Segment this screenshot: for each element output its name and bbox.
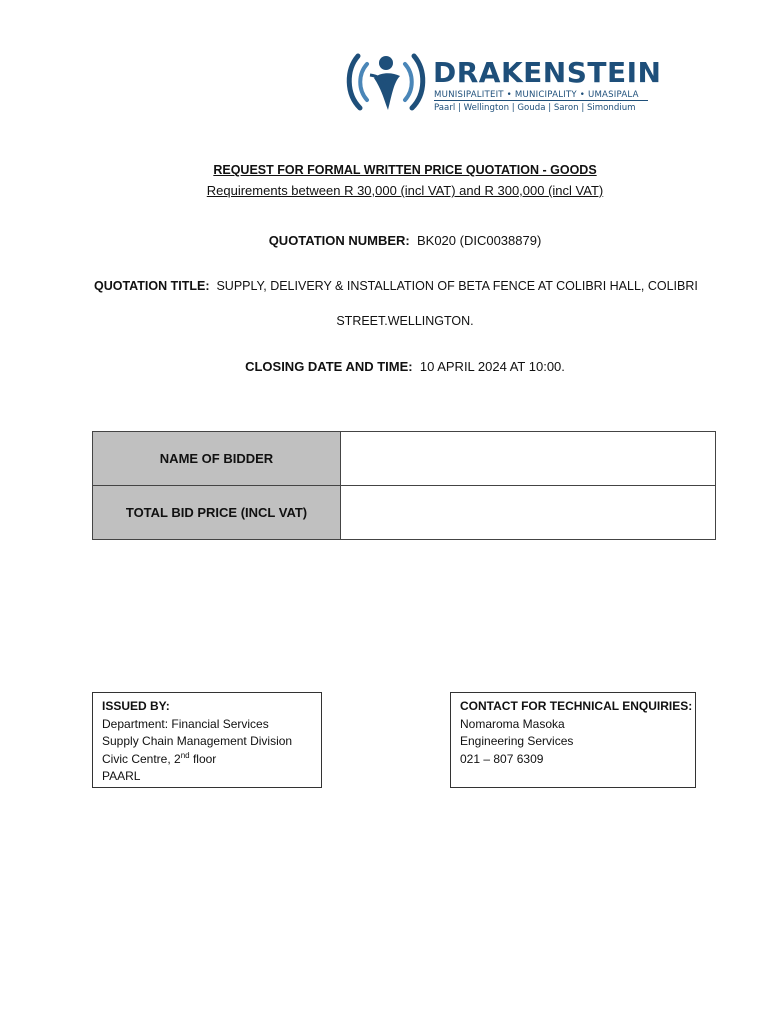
contact-phone: 021 – 807 6309	[460, 751, 544, 766]
issued-by-heading: ISSUED BY:	[102, 699, 170, 713]
bidder-name-label: NAME OF BIDDER	[93, 432, 341, 486]
bidder-table	[92, 431, 716, 540]
municipality-emblem-icon	[344, 46, 428, 118]
logo-wordmark: DRAKENSTEIN	[433, 56, 662, 89]
issued-by-city: PAARL	[102, 769, 141, 783]
bidder-name-field[interactable]	[341, 432, 716, 486]
closing-value: 10 APRIL 2024 AT 10:00.	[419, 359, 565, 374]
quotation-title-label: QUOTATION TITLE:	[94, 279, 210, 293]
technical-contact-heading: CONTACT FOR TECHNICAL ENQUIRIES:	[460, 699, 693, 713]
table-row	[93, 486, 716, 540]
location-suffix: floor	[189, 751, 217, 766]
closing-date-time	[0, 359, 770, 374]
total-bid-price-field[interactable]	[341, 486, 716, 540]
drakenstein-logo	[344, 46, 662, 118]
issued-by-department: Department: Financial Services	[102, 716, 269, 731]
logo-divider	[434, 100, 648, 101]
quotation-number-value: BK020 (DIC0038879)	[416, 233, 542, 248]
contact-name: Nomaroma Masoka	[460, 716, 565, 731]
quotation-title	[94, 279, 734, 293]
issued-by-box	[92, 692, 322, 788]
ordinal-suffix: nd	[180, 750, 190, 760]
document-subtitle: Requirements between R 30,000 (incl VAT) and R 300,000 (incl VAT)	[206, 183, 604, 198]
issued-by-location	[102, 751, 312, 769]
closing-label: CLOSING DATE AND TIME:	[245, 359, 413, 374]
quotation-number	[0, 233, 770, 248]
issued-by-division: Supply Chain Management Division	[102, 734, 293, 748]
total-bid-price-label: TOTAL BID PRICE (INCL VAT)	[93, 486, 341, 540]
quotation-title-value: SUPPLY, DELIVERY & INSTALLATION OF BETA FENCE AT COLIBRI HALL, COLIBRI	[216, 279, 698, 293]
location-prefix: Civic Centre, 2	[102, 751, 181, 766]
contact-department: Engineering Services	[460, 734, 574, 748]
technical-contact-box	[450, 692, 696, 788]
logo-tagline: MUNISIPALITEIT • MUNICIPALITY • UMASIPALA	[434, 90, 639, 100]
quotation-title-continued: STREET.WELLINGTON.	[336, 314, 474, 328]
logo-towns: Paarl | Wellington | Gouda | Saron | Simondium	[434, 103, 636, 113]
table-row	[93, 432, 716, 486]
quotation-number-label: QUOTATION NUMBER:	[268, 233, 410, 248]
document-title: REQUEST FOR FORMAL WRITTEN PRICE QUOTATION - GOODS	[213, 163, 597, 177]
